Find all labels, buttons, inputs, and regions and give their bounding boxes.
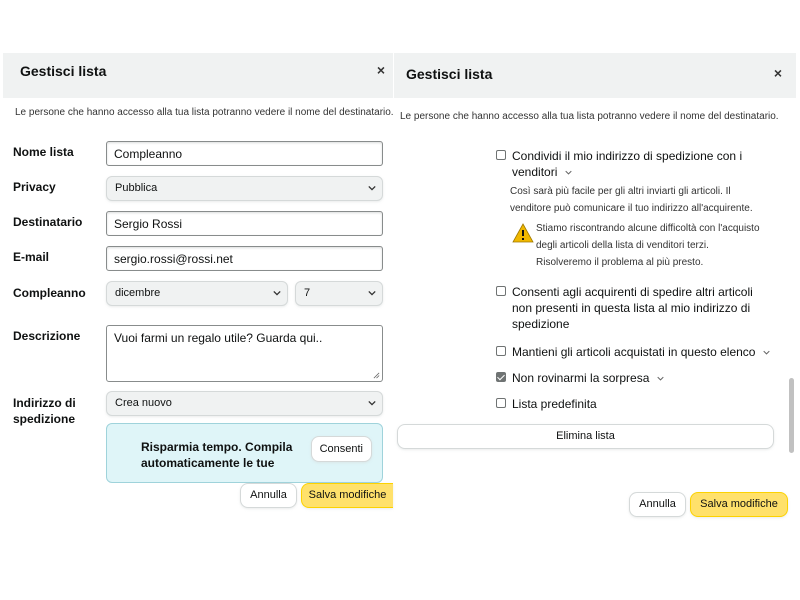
- option-label: Mantieni gli articoli acquistati in questo elenco: [512, 344, 770, 360]
- address-label-line1: Indirizzo di: [13, 396, 76, 410]
- email-input[interactable]: [106, 246, 383, 271]
- privacy-label: Privacy: [13, 180, 56, 194]
- share-help-text: Così sarà più facile per gli altri inviarti gli articoli. Il venditore può comunicare il tuo indirizzo all'acquirente.: [510, 186, 753, 214]
- birthday-month-value: dicembre: [115, 287, 161, 299]
- close-icon[interactable]: ×: [773, 65, 782, 81]
- options-scroll-area[interactable]: [394, 133, 796, 465]
- birthday-month-select[interactable]: [106, 281, 288, 306]
- privacy-value: Pubblica: [115, 182, 158, 194]
- option-label: Condividi il mio indirizzo di spedizione con i venditori: [512, 149, 743, 179]
- birthday-day-select[interactable]: [295, 281, 383, 306]
- recipient-label: Destinatario: [13, 215, 83, 229]
- chevron-down-icon: [368, 289, 376, 297]
- chevron-down-icon[interactable]: [565, 169, 572, 176]
- birthday-day-value: 7: [304, 287, 311, 299]
- checkbox-icon[interactable]: [496, 346, 506, 356]
- recipient-input[interactable]: [106, 211, 383, 236]
- no-spoiler-option[interactable]: [496, 370, 696, 386]
- address-value: Crea nuovo: [115, 397, 172, 409]
- recipient-notice: Le persone che hanno accesso alla tua lista potranno vedere il nome del destinatario.: [400, 111, 779, 122]
- dialog-header: [394, 53, 796, 98]
- chevron-down-icon[interactable]: [763, 349, 770, 356]
- chevron-down-icon: [273, 289, 281, 297]
- address-select[interactable]: [106, 391, 383, 416]
- address-label-line2: spedizione: [13, 412, 76, 426]
- chevron-down-icon: [368, 399, 376, 407]
- list-name-label: Nome lista: [13, 145, 74, 159]
- dialog-header: [3, 53, 393, 98]
- save-button-left[interactable]: Salva modifiche: [301, 483, 393, 508]
- checkbox-icon[interactable]: [496, 150, 506, 160]
- warning-icon: [512, 223, 534, 243]
- option-label: Consenti agli acquirenti di spedire altri articoli non presenti in questa lista al mio indirizzo di spedizione: [512, 285, 753, 331]
- cancel-button-left[interactable]: Annulla: [240, 483, 297, 508]
- list-name-input[interactable]: [106, 141, 383, 166]
- email-label: E-mail: [13, 250, 50, 264]
- checkbox-icon[interactable]: [496, 398, 506, 408]
- privacy-select[interactable]: [106, 176, 383, 201]
- allow-other-items-option[interactable]: [496, 284, 766, 334]
- scrollbar-thumb[interactable]: [789, 378, 794, 453]
- option-label: Non rovinarmi la sorpresa: [512, 370, 664, 386]
- dialog-title: Gestisci lista: [20, 63, 107, 79]
- description-label: Descrizione: [13, 329, 81, 343]
- checkbox-icon[interactable]: [496, 286, 506, 296]
- consent-button[interactable]: Consenti: [311, 436, 372, 462]
- description-textarea[interactable]: [106, 325, 383, 382]
- chevron-down-icon[interactable]: [657, 375, 664, 382]
- manage-list-dialog-left: [3, 53, 394, 470]
- autofill-promo: [106, 423, 383, 483]
- keep-purchased-option[interactable]: [496, 344, 771, 360]
- default-list-option[interactable]: [496, 396, 646, 412]
- promo-text-line1: Risparmia tempo. Compila: [141, 440, 293, 454]
- cancel-button-right[interactable]: Annulla: [629, 492, 686, 517]
- chevron-down-icon: [368, 184, 376, 192]
- close-icon[interactable]: ×: [376, 62, 385, 78]
- option-label: Lista predefinita: [512, 397, 597, 411]
- warning-text: Stiamo riscontrando alcune difficoltà con l'acquisto degli articoli della lista di venditori terzi. Risolveremo il problema al più presto.: [536, 223, 760, 268]
- save-button-right[interactable]: Salva modifiche: [690, 492, 788, 517]
- resize-grip-icon[interactable]: [373, 372, 380, 379]
- manage-list-dialog-right: [394, 53, 796, 465]
- delete-list-button[interactable]: Elimina lista: [397, 424, 774, 449]
- description-value: Vuoi farmi un regalo utile? Guarda qui..: [114, 331, 323, 345]
- address-label: [13, 395, 76, 427]
- dialog-title: Gestisci lista: [406, 66, 493, 82]
- promo-text-line2: automaticamente le tue: [141, 456, 275, 470]
- checkbox-icon[interactable]: [496, 372, 506, 382]
- recipient-notice: Le persone che hanno accesso alla tua lista potranno vedere il nome del destinatario.: [15, 107, 394, 118]
- share-address-option[interactable]: [496, 148, 766, 182]
- birthday-label: Compleanno: [13, 286, 86, 300]
